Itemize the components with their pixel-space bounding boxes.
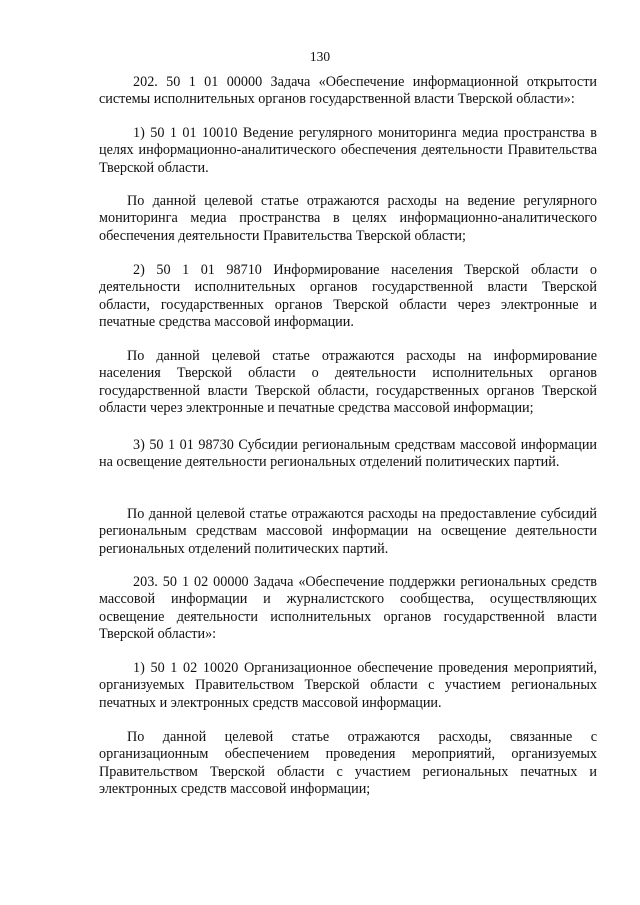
- paragraph-task-202: 202. 50 1 01 00000 Задача «Обеспечение информационной открытости системы исполнительных органов государственной власти Тверской области»:: [99, 74, 597, 108]
- paragraph-item-98710: 2) 50 1 01 98710 Информирование населения Тверской области о деятельности исполнительных органов государственной власти Тверской области, государственных органов Тверской области через электронные и печатные средства массовой информации.: [99, 262, 597, 330]
- paragraph-task-203: 203. 50 1 02 00000 Задача «Обеспечение поддержки региональных средств массовой информации и журналистского сообщества, осуществляющих освещение деятельности исполнительных органов государственной власти Тверской области»:: [99, 574, 597, 642]
- paragraph-item-98730: 3) 50 1 01 98730 Субсидии региональным средствам массовой информации на освещение деятельности региональных отделений политических партий.: [99, 437, 597, 471]
- page-number: 130: [309, 49, 331, 64]
- paragraph-item-10020: 1) 50 1 02 10020 Организационное обеспечение проведения мероприятий, организуемых Правительством Тверской области с участием региональных печатных и электронных средств массовой информации.: [99, 660, 597, 711]
- paragraph-expenses-10020: По данной целевой статье отражаются расходы, связанные с организационным обеспечением проведения мероприятий, организуемых Правительством Тверской области с участием региональных печатных и электронных средств массовой информации;: [99, 729, 597, 797]
- paragraph-item-10010: 1) 50 1 01 10010 Ведение регулярного мониторинга медиа пространства в целях информационно-аналитического обеспечения деятельности Правительства Тверской области.: [99, 125, 597, 176]
- paragraph-expenses-98710: По данной целевой статье отражаются расходы на информирование населения Тверской области о деятельности исполнительных органов государственной власти Тверской области, государственных органов Тверской области через электронные и печатные средства массовой информации;: [99, 348, 597, 416]
- paragraph-expenses-10010: По данной целевой статье отражаются расходы на ведение регулярного мониторинга медиа пространства в целях информационно-аналитического обеспечения деятельности Правительства Тверской области;: [99, 193, 597, 244]
- paragraph-expenses-98730: По данной целевой статье отражаются расходы на предоставление субсидий региональным средствам массовой информации на освещение деятельности региональных отделений политических партий.: [99, 506, 597, 557]
